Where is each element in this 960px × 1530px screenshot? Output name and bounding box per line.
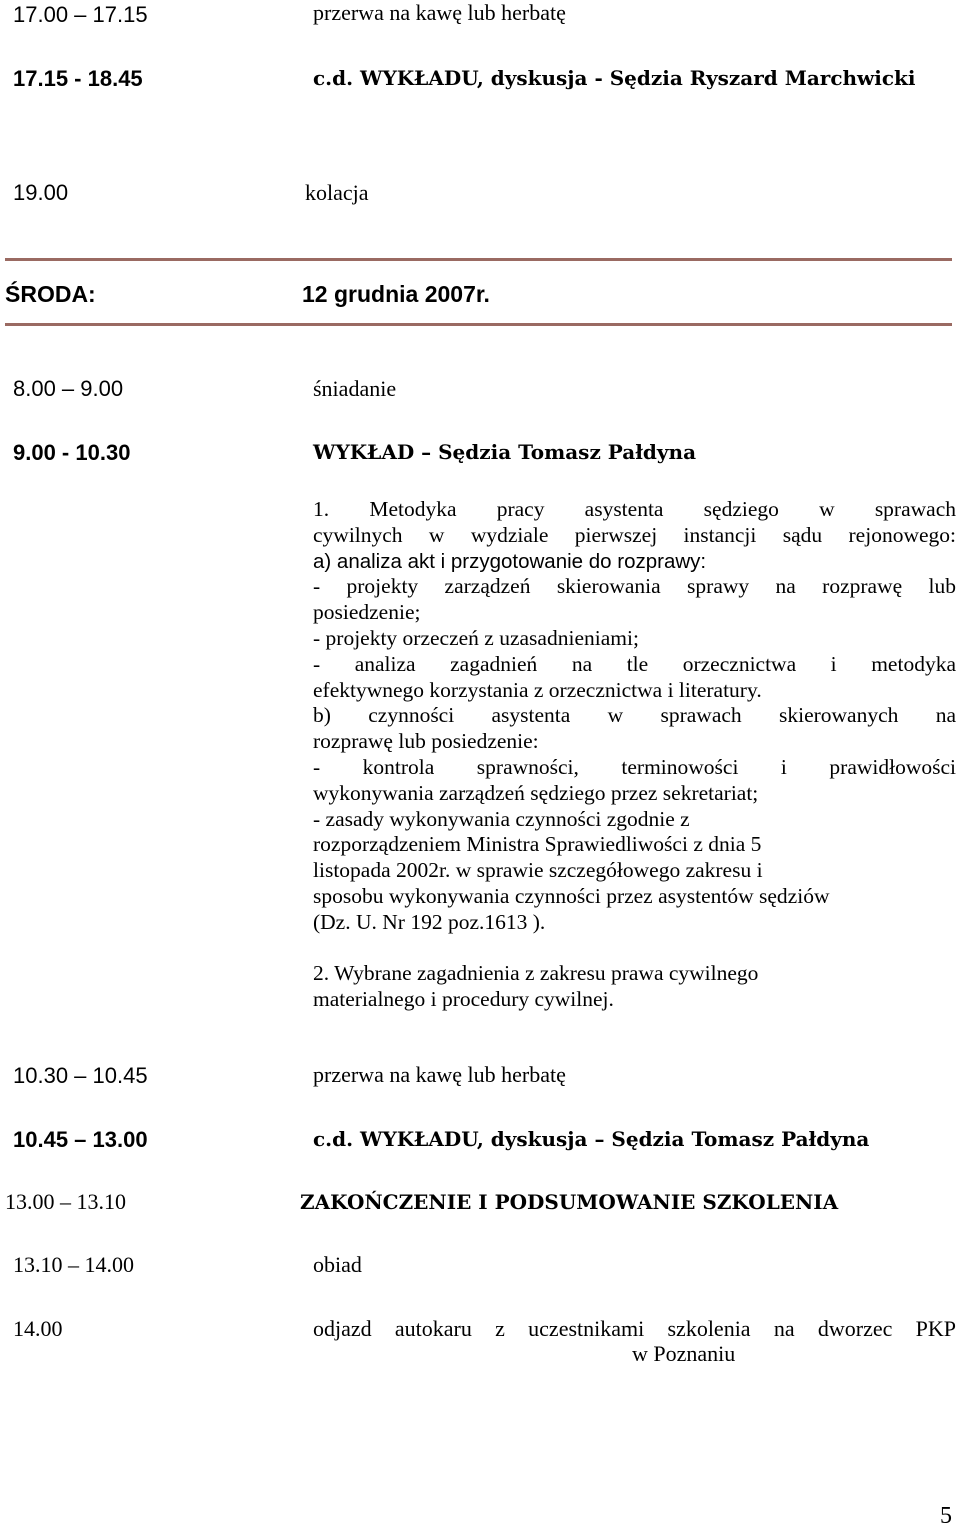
lecture-line: rozprawę lub posiedzenie: xyxy=(313,729,539,754)
time-0900: 9.00 - 10.30 xyxy=(13,440,131,465)
time-1700: 17.00 – 17.15 xyxy=(13,2,148,27)
divider-top xyxy=(5,258,952,261)
activity-lunch: obiad xyxy=(313,1252,362,1277)
time-1030: 10.30 – 10.45 xyxy=(13,1063,148,1088)
day-date: 12 grudnia 2007r. xyxy=(302,281,490,307)
lecture-line: b) czynności asystenta w sprawach skierowanych na xyxy=(313,703,956,728)
lecture-line: - projekty orzeczeń z uzasadnieniami; xyxy=(313,625,639,650)
lecture-line: (Dz. U. Nr 192 poz.1613 ). xyxy=(313,909,546,934)
page-number: 5 xyxy=(940,1503,952,1529)
time-0800: 8.00 – 9.00 xyxy=(13,376,124,401)
time-1400: 14.00 xyxy=(13,1316,63,1341)
activity-dinner: kolacja xyxy=(305,180,369,205)
lecture-line: - projekty zarządzeń skierowania sprawy na rozprawę lub xyxy=(313,574,956,599)
activity-departure-line2: w Poznaniu xyxy=(632,1341,736,1366)
activity-lecture-title: WYKŁAD – Sędzia Tomasz Pałdyna xyxy=(313,440,697,464)
lecture-line: wykonywania zarządzeń sędziego przez sekretariat; xyxy=(313,780,759,805)
lecture-line: a) analiza akt i przygotowanie do rozprawy: xyxy=(313,549,707,573)
lecture-line: - zasady wykonywania czynności zgodnie z xyxy=(313,806,690,831)
divider-bottom xyxy=(5,323,952,326)
activity-breakfast: śniadanie xyxy=(313,376,397,401)
lecture-line: efektywnego korzystania z orzecznictwa i literatury. xyxy=(313,677,762,702)
lecture-line: listopada 2002r. w sprawie szczegółowego zakresu i xyxy=(313,858,763,883)
time-1900: 19.00 xyxy=(13,180,69,205)
lecture-line: materialnego i procedury cywilnej. xyxy=(313,987,614,1012)
activity-lecture-continued-2: c.d. WYKŁADU, dyskusja – Sędzia Tomasz Pałdyna xyxy=(313,1127,870,1151)
lecture-line: posiedzenie; xyxy=(313,600,421,625)
activity-coffee-break-1: przerwa na kawę lub herbatę xyxy=(313,0,566,25)
lecture-line: rozporządzeniem Ministra Sprawiedliwości z dnia 5 xyxy=(313,832,762,857)
lecture-spacer xyxy=(313,936,956,962)
day-label: ŚRODA: xyxy=(5,281,96,307)
lecture-description xyxy=(313,497,956,1013)
lecture-line: 2. Wybrane zagadnienia z zakresu prawa cywilnego xyxy=(313,961,759,986)
lecture-line: cywilnych w wydziale pierwszej instancji sądu rejonowego: xyxy=(313,522,956,547)
activity-closing: ZAKOŃCZENIE I PODSUMOWANIE SZKOLENIA xyxy=(300,1190,839,1214)
activity-lecture-continued-1: c.d. WYKŁADU, dyskusja - Sędzia Ryszard Marchwicki xyxy=(313,66,916,90)
time-1715: 17.15 - 18.45 xyxy=(13,66,143,91)
lecture-line: - kontrola sprawności, terminowości i prawidłowości xyxy=(313,754,956,779)
lecture-line: - analiza zagadnień na tle orzecznictwa i metodyka xyxy=(313,651,956,676)
time-1045: 10.45 – 13.00 xyxy=(13,1127,148,1152)
activity-coffee-break-2: przerwa na kawę lub herbatę xyxy=(313,1062,566,1087)
time-1300: 13.00 – 13.10 xyxy=(5,1189,126,1214)
time-1310: 13.10 – 14.00 xyxy=(13,1252,134,1277)
lecture-line: sposobu wykonywania czynności przez asystentów sędziów xyxy=(313,883,830,908)
lecture-line: 1. Metodyka pracy asystenta sędziego w sprawach xyxy=(313,497,956,521)
activity-departure: odjazd autokaru z uczestnikami szkolenia na dworzec PKP xyxy=(313,1316,956,1341)
